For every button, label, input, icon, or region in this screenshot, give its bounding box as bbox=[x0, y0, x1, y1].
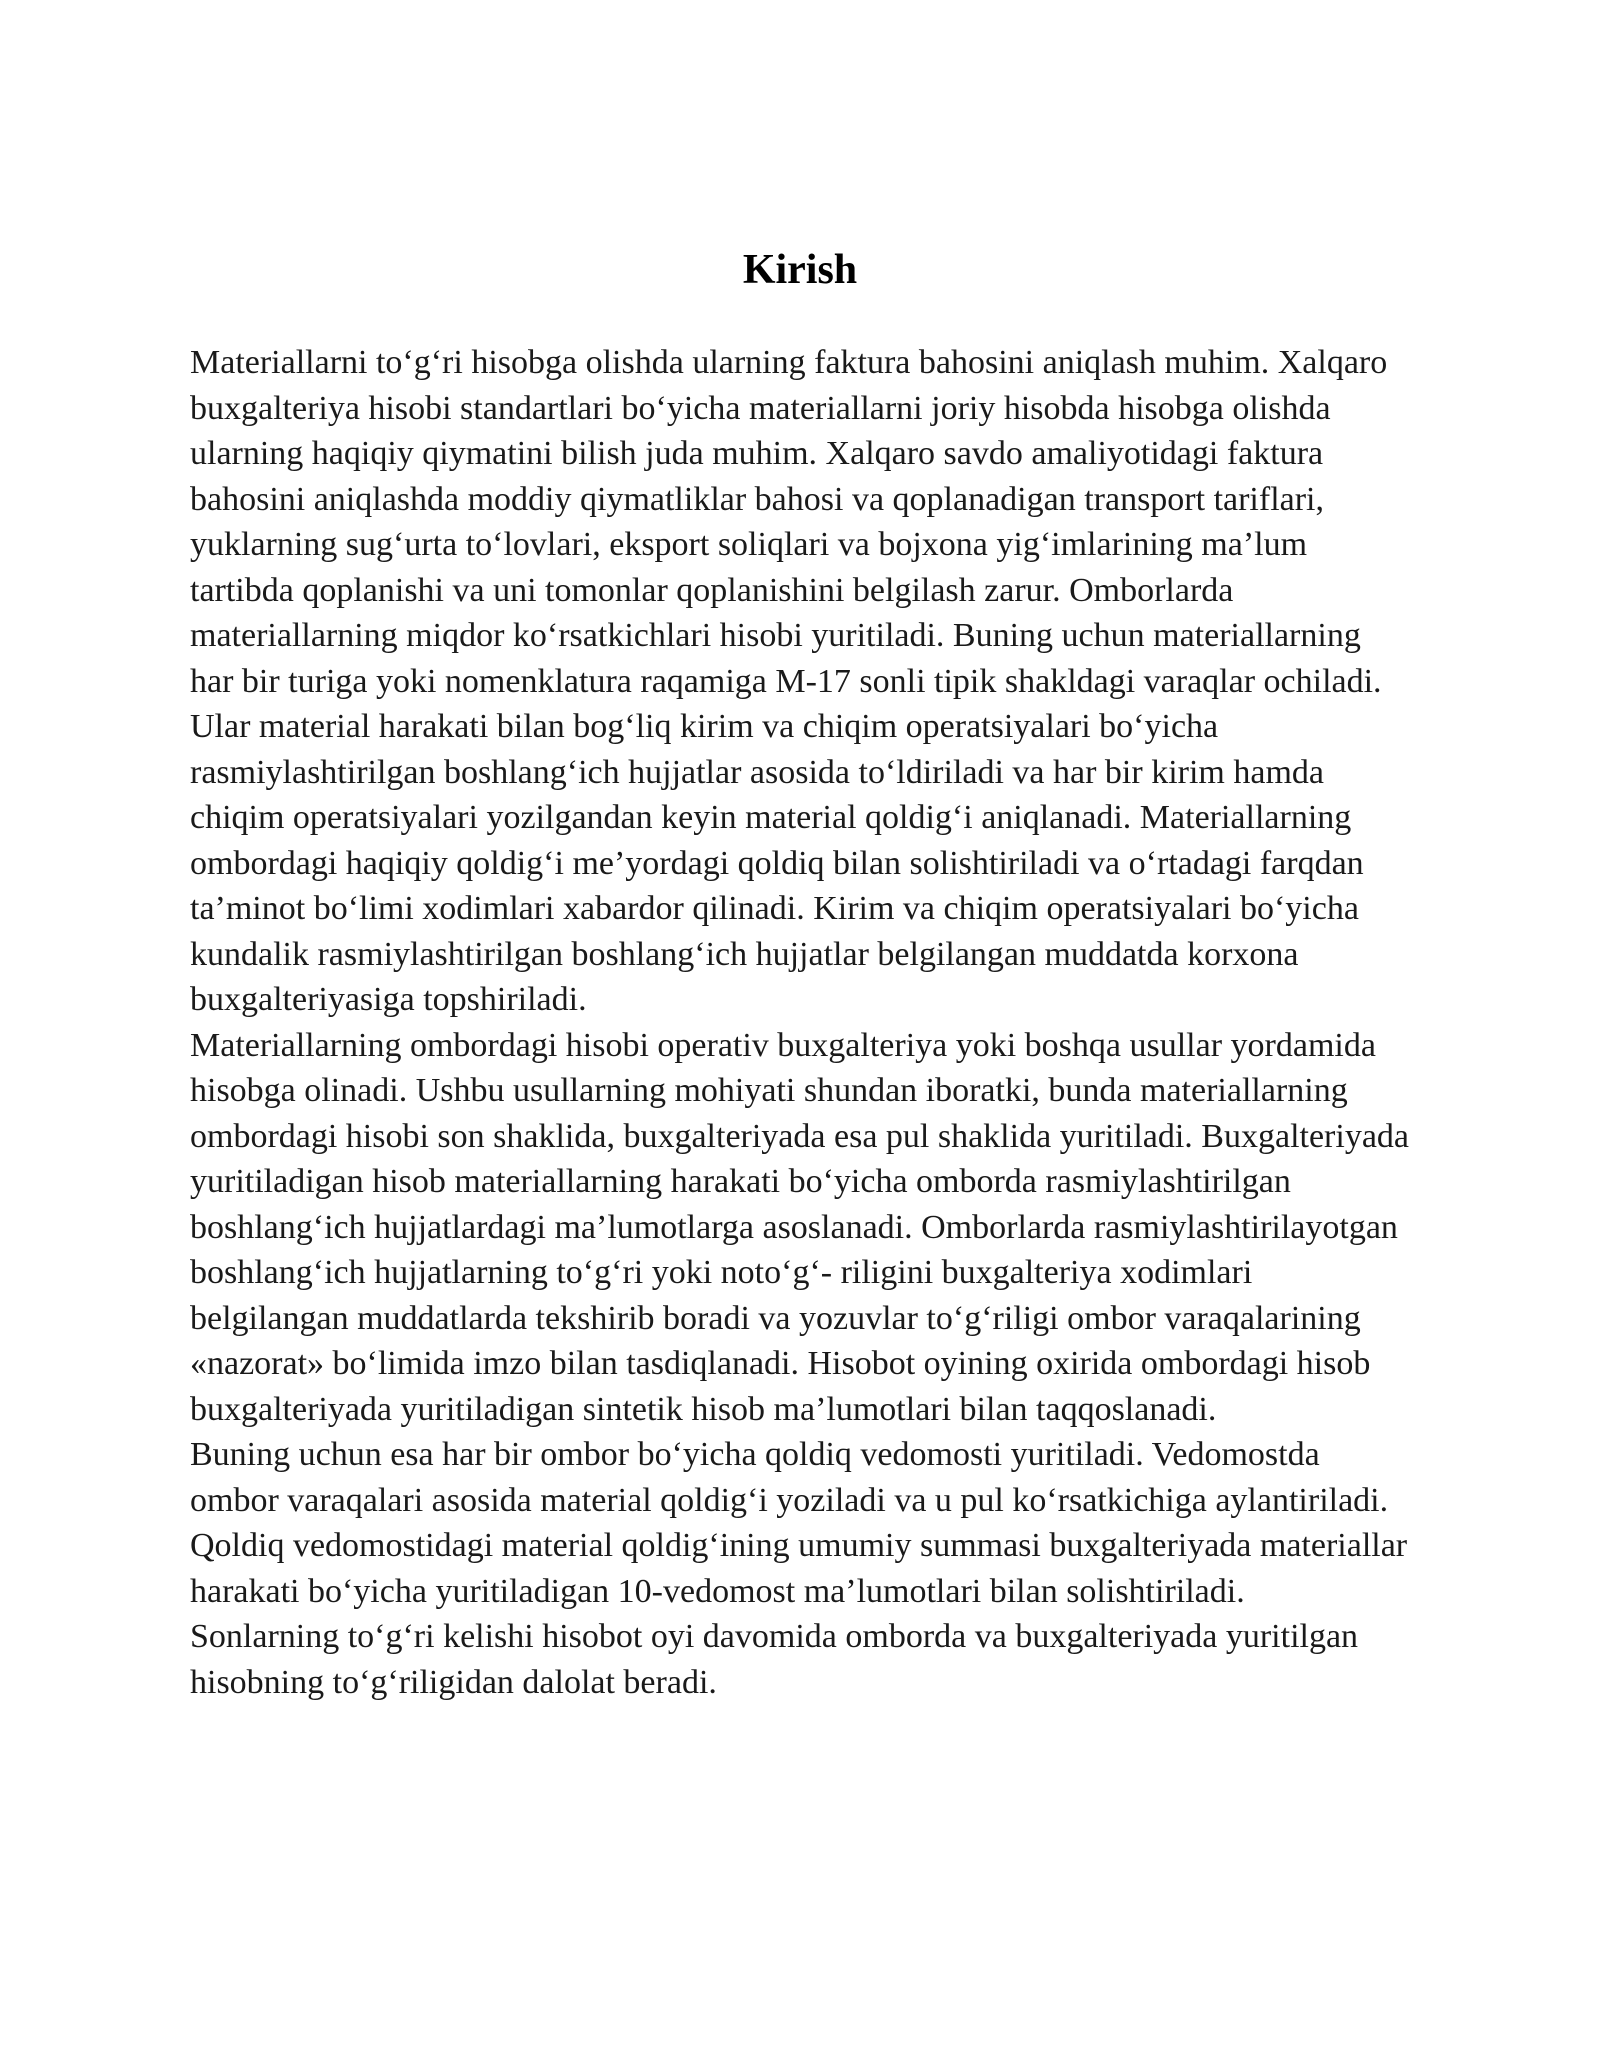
text-line: boshlang‘ich hujjatlarning to‘g‘ri yoki noto‘g‘- riligini buxgalteriya xodimlari bbox=[190, 1254, 1253, 1291]
text-line: ta’minot bo‘limi xodimlari xabardor qilinadi. Kirim va chiqim operatsiyalari bo‘yicha bbox=[190, 890, 1359, 927]
text-line: ombordagi hisobi son shaklida, buxgalteriyada esa pul shaklida yuritiladi. Buxgalteriyada bbox=[190, 1117, 1410, 1155]
text-line: buxgalteriyada yuritiladigan sintetik hisob ma’lumotlari bilan taqqoslanadi. bbox=[190, 1390, 1217, 1428]
text-line: Buning uchun esa har bir ombor bo‘yicha qoldiq vedomosti yuritiladi. Vedomostda bbox=[190, 1436, 1320, 1473]
text-line: hisobning to‘g‘riligidan dalolat beradi. bbox=[190, 1663, 717, 1701]
paragraph bbox=[190, 1432, 1520, 1705]
paragraph bbox=[190, 1023, 1520, 1433]
text-line: chiqim operatsiyalari yozilgandan keyin material qoldig‘i aniqlanadi. Materiallarning bbox=[190, 799, 1352, 836]
text-line: rasmiylashtirilgan boshlang‘ich hujjatlar asosida to‘ldiriladi va har bir kirim hamda bbox=[190, 753, 1324, 791]
document-body bbox=[190, 340, 1520, 1705]
text-line: Materiallarning ombordagi hisobi operativ buxgalteriya yoki boshqa usullar yordamida bbox=[190, 1026, 1376, 1064]
text-line: Ular material harakati bilan bog‘liq kirim va chiqim operatsiyalari bo‘yicha bbox=[190, 708, 1219, 745]
text-line: materiallarning miqdor ko‘rsatkichlari hisobi yuritiladi. Buning uchun materiallarning bbox=[190, 617, 1361, 654]
text-line: ularning haqiqiy qiymatini bilish juda muhim. Xalqaro savdo amaliyotidagi faktura bbox=[190, 435, 1324, 472]
text-line: Materiallarni to‘g‘ri hisobga olishda ularning faktura bahosini aniqlash muhim. Xalqaro bbox=[190, 344, 1388, 381]
text-line: Qoldiq vedomostidagi material qoldig‘ining umumiy summasi buxgalteriyada materiallar bbox=[190, 1527, 1408, 1564]
text-line: belgilangan muddatlarda tekshirib boradi va yozuvlar to‘g‘riligi ombor varaqalarining bbox=[190, 1299, 1361, 1337]
text-line: ombor varaqalari asosida material qoldig‘i yoziladi va u pul ko‘rsatkichiga aylantiriladi. bbox=[190, 1481, 1389, 1519]
text-line: yuritiladigan hisob materiallarning harakati bo‘yicha omborda rasmiylashtirilgan bbox=[190, 1163, 1291, 1200]
paragraph bbox=[190, 340, 1520, 1023]
text-line: har bir turiga yoki nomenklatura raqamiga M-17 sonli tipik shakldagi varaqlar ochiladi. bbox=[190, 662, 1382, 700]
text-line: buxgalteriyasiga topshiriladi. bbox=[190, 981, 587, 1018]
document-title: Kirish bbox=[742, 247, 858, 293]
text-line: yuklarning sug‘urta to‘lovlari, eksport soliqlari va bojxona yig‘imlarining ma’lum bbox=[190, 526, 1308, 563]
text-line: Sonlarning to‘g‘ri kelishi hisobot oyi davomida omborda va buxgalteriyada yuritilgan bbox=[190, 1618, 1359, 1655]
text-line: tartibda qoplanishi va uni tomonlar qoplanishini belgilash zarur. Omborlarda bbox=[190, 571, 1234, 609]
text-line: boshlang‘ich hujjatlardagi ma’lumotlarga asoslanadi. Omborlarda rasmiylashtirilayotgan bbox=[190, 1208, 1398, 1246]
text-line: ombordagi haqiqiy qoldig‘i me’yordagi qoldiq bilan solishtiriladi va o‘rtadagi farqdan bbox=[190, 844, 1364, 882]
text-line: buxgalteriya hisobi standartlari bo‘yicha materiallarni joriy hisobda hisobga olishda bbox=[190, 389, 1331, 427]
text-line: «nazorat» bo‘limida imzo bilan tasdiqlanadi. Hisobot oyining oxirida ombordagi hisob bbox=[190, 1345, 1371, 1382]
text-line: bahosini aniqlashda moddiy qiymatliklar bahosi va qoplanadigan transport tariflari, bbox=[190, 480, 1325, 518]
text-line: harakati bo‘yicha yuritiladigan 10-vedomost ma’lumotlari bilan solishtiriladi. bbox=[190, 1572, 1245, 1610]
text-line: hisobga olinadi. Ushbu usullarning mohiyati shundan iboratki, bunda materiallarning bbox=[190, 1072, 1348, 1109]
text-line: kundalik rasmiylashtirilgan boshlang‘ich hujjatlar belgilangan muddatda korxona bbox=[190, 935, 1299, 973]
